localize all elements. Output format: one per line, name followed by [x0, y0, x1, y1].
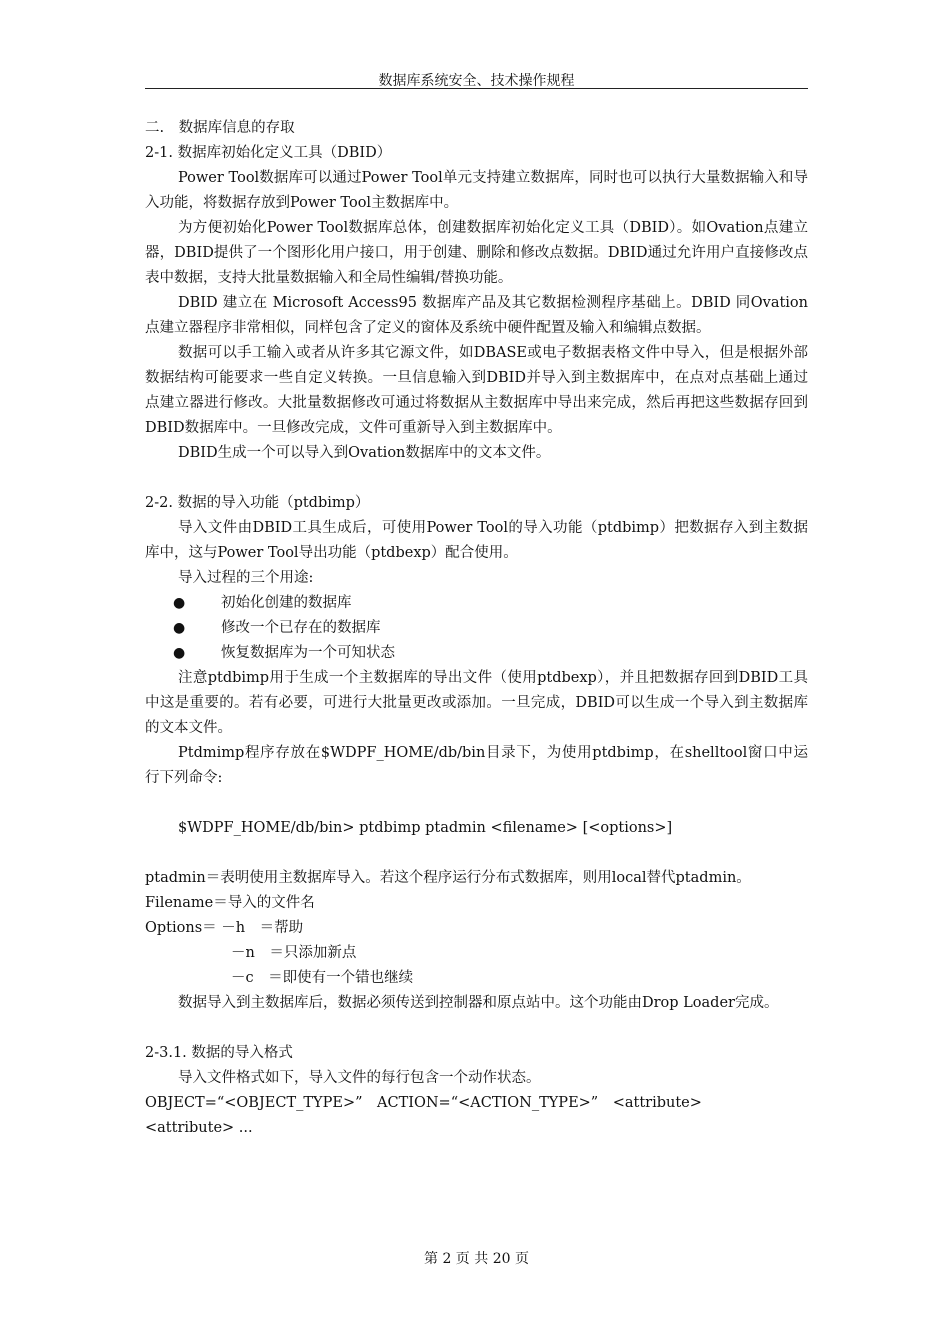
paragraph: DBID 建立在 Microsoft Access95 数据库产品及其它数据检测程序基础上。DBID 同Ovation点建立器程序非常相似，同样包含了定义的窗体及系统中硬件配置及输入和编辑点数据。 [145, 295, 808, 336]
heading-2-1: 2-1. 数据库初始化定义工具（DBID） [145, 145, 392, 161]
definition-filename: Filename＝导入的文件名 [145, 895, 315, 911]
page-content [145, 116, 808, 1141]
header-divider [145, 88, 808, 89]
page-footer: 第 2 页 共 20 页 [424, 1251, 529, 1267]
spacer [145, 791, 808, 816]
definition-ptadmin: ptadmin＝表明使用主数据库导入。若这个程序运行分布式数据库，则用local替代ptadmin。 [145, 870, 751, 886]
heading-2-3-1: 2-3.1. 数据的导入格式 [145, 1045, 293, 1061]
bullet-icon: ● [173, 645, 186, 661]
paragraph: 数据导入到主数据库后，数据必须传送到控制器和原点站中。这个功能由Drop Loader完成。 [178, 995, 779, 1011]
bullet-text: 初始化创建的数据库 [221, 595, 352, 611]
option-c: －c ＝即使有一个错也继续 [231, 970, 414, 986]
bullet-text: 修改一个已存在的数据库 [221, 620, 381, 636]
definition-options: Options＝ －h ＝帮助 [145, 920, 304, 936]
uses-title: 导入过程的三个用途: [178, 570, 314, 586]
bullet-item [145, 616, 808, 641]
paragraph: Power Tool数据库可以通过Power Tool单元支持建立数据库，同时也可以执行大量数据输入和导入功能，将数据存放到Power Tool主数据库中。 [145, 170, 808, 211]
spacer [145, 1016, 808, 1041]
bullet-item [145, 641, 808, 666]
command-line: $WDPF_HOME/db/bin> ptdbimp ptadmin <filename> [<options>] [178, 820, 673, 836]
paragraph: 导入文件格式如下，导入文件的每行包含一个动作状态。 [178, 1070, 541, 1086]
paragraph: Ptdmimp程序存放在$WDPF_HOME/db/bin目录下，为使用ptdbimp，在shelltool窗口中运行下列命令: [145, 745, 808, 786]
paragraph: 数据可以手工输入或者从许多其它源文件，如DBASE或电子数据表格文件中导入，但是根据外部数据结构可能要求一些自定义转换。一旦信息输入到DBID并导入到主数据库中，在点对点基础上通过点建立器进行修改。大批量数据修改可通过将数据从主数据库中导出来完成，然后再把这些数据存回到DBID数据库中。一旦修改完成，文件可重新导入到主数据库中。 [145, 345, 808, 436]
bullet-item [145, 591, 808, 616]
spacer [145, 841, 808, 866]
option-n: －n ＝只添加新点 [231, 945, 357, 961]
paragraph: 注意ptdbimp用于生成一个主数据库的导出文件（使用ptdbexp），并且把数据存回到DBID工具中这是重要的。若有必要，可进行大批量更改或添加。一旦完成，DBID可以生成一个导入到主数据库的文本文件。 [145, 670, 808, 736]
spacer [145, 466, 808, 491]
bullet-icon: ● [173, 620, 186, 636]
heading-2-2: 2-2. 数据的导入功能（ptdbimp） [145, 495, 370, 511]
bullet-text: 恢复数据库为一个可知状态 [221, 645, 395, 661]
bullet-icon: ● [173, 595, 186, 611]
format-line: <attribute> ... [145, 1120, 253, 1136]
paragraph: 导入文件由DBID工具生成后，可使用Power Tool的导入功能（ptdbimp）把数据存入到主数据库中，这与Power Tool导出功能（ptdbexp）配合使用。 [145, 520, 808, 561]
format-line: OBJECT=“<OBJECT_TYPE>” ACTION=“<ACTION_TYPE>” <attribute> [145, 1095, 702, 1111]
paragraph: 为方便初始化Power Tool数据库总体，创建数据库初始化定义工具（DBID）。如Ovation点建立器，DBID提供了一个图形化用户接口，用于创建、删除和修改点数据。DBID通过允许用户直接修改点表中数据，支持大批量数据输入和全局性编辑/替换功能。 [145, 220, 808, 286]
page-header-title: 数据库系统安全、技术操作规程 [378, 73, 575, 89]
section-title: 二. 数据库信息的存取 [145, 120, 295, 136]
paragraph: DBID生成一个可以导入到Ovation数据库中的文本文件。 [178, 445, 551, 461]
